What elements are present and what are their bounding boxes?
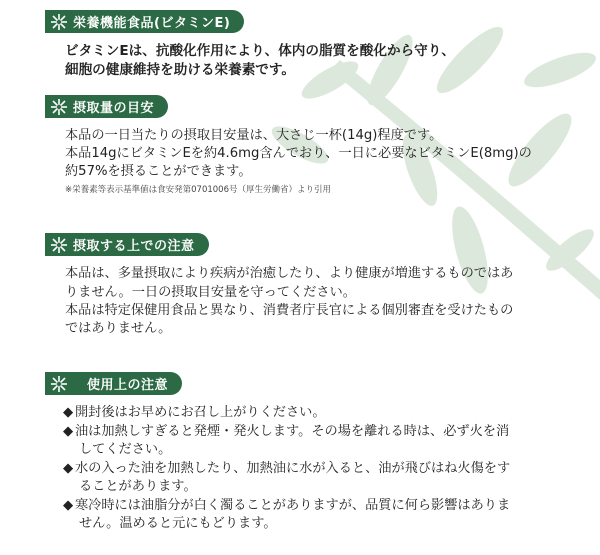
heading-title: 摂取量の目安 bbox=[73, 101, 155, 116]
heading-caution bbox=[45, 233, 209, 256]
usage-text-cont: ることがあります。 bbox=[79, 479, 197, 494]
usage-item bbox=[63, 423, 509, 440]
caution-line: 本品は特定保健用食品と異なり、消費者庁長官による個別審査を受けたもの bbox=[65, 303, 514, 318]
heading-usage bbox=[45, 372, 182, 395]
usage-item bbox=[63, 404, 326, 421]
sparkle-icon bbox=[45, 95, 73, 118]
sparkle-icon bbox=[45, 372, 73, 395]
sparkle-icon bbox=[45, 233, 73, 256]
caution-line: りません。一日の摂取目安量を守ってください。 bbox=[65, 285, 356, 300]
intake-line: 本品14gにビタミンEを約4.6mg含んでおり、一日に必要なビタミンE(8mg)の bbox=[65, 146, 532, 161]
heading-nutrition bbox=[45, 10, 244, 33]
diamond-bullet-icon: ◆ bbox=[63, 498, 74, 513]
usage-item bbox=[63, 497, 510, 514]
heading-title: 栄養機能食品(ビタミンE) bbox=[73, 16, 231, 31]
heading-title: 使用上の注意 bbox=[87, 378, 169, 393]
diamond-bullet-icon: ◆ bbox=[63, 424, 74, 439]
usage-text-cont: せん。温めると元にもどります。 bbox=[79, 516, 277, 531]
diamond-bullet-icon: ◆ bbox=[63, 405, 74, 420]
caution-line: 本品は、多量摂取により疾病が治癒したり、より健康が増進するものではあ bbox=[65, 266, 514, 281]
heading-intake bbox=[45, 95, 168, 118]
nutrition-line: 細胞の健康維持を助ける栄養素です。 bbox=[65, 62, 296, 78]
intake-line: 本品の一日当たりの摂取目安量は、大さじ一杯(14g)程度です。 bbox=[65, 128, 443, 143]
nutrition-line: ビタミンEは、抗酸化作用により、体内の脂質を酸化から守り、 bbox=[65, 43, 455, 59]
usage-text: 開封後はお早めにお召し上がりください。 bbox=[75, 405, 326, 420]
usage-text: 寒冷時には油脂分が白く濁ることがありますが、品質に何ら影響はありま bbox=[75, 498, 511, 513]
usage-text: 水の入った油を加熱したり、加熱油に水が入ると、油が飛びはね火傷をす bbox=[75, 461, 511, 476]
sparkle-icon bbox=[45, 10, 73, 33]
usage-text-cont: してください。 bbox=[79, 442, 172, 457]
usage-text: 油は加熱しすぎると発煙・発火します。その場を離れる時は、必ず火を消 bbox=[75, 424, 510, 439]
diamond-bullet-icon: ◆ bbox=[63, 461, 74, 476]
heading-title: 摂取する上での注意 bbox=[73, 239, 195, 254]
intake-footnote: ※栄養素等表示基準値は食安発第0701006号（厚生労働省）より引用 bbox=[65, 185, 331, 195]
intake-line: 約57%を摂ることができます。 bbox=[65, 164, 252, 179]
usage-item bbox=[63, 460, 510, 477]
caution-line: ではありません。 bbox=[65, 321, 172, 336]
